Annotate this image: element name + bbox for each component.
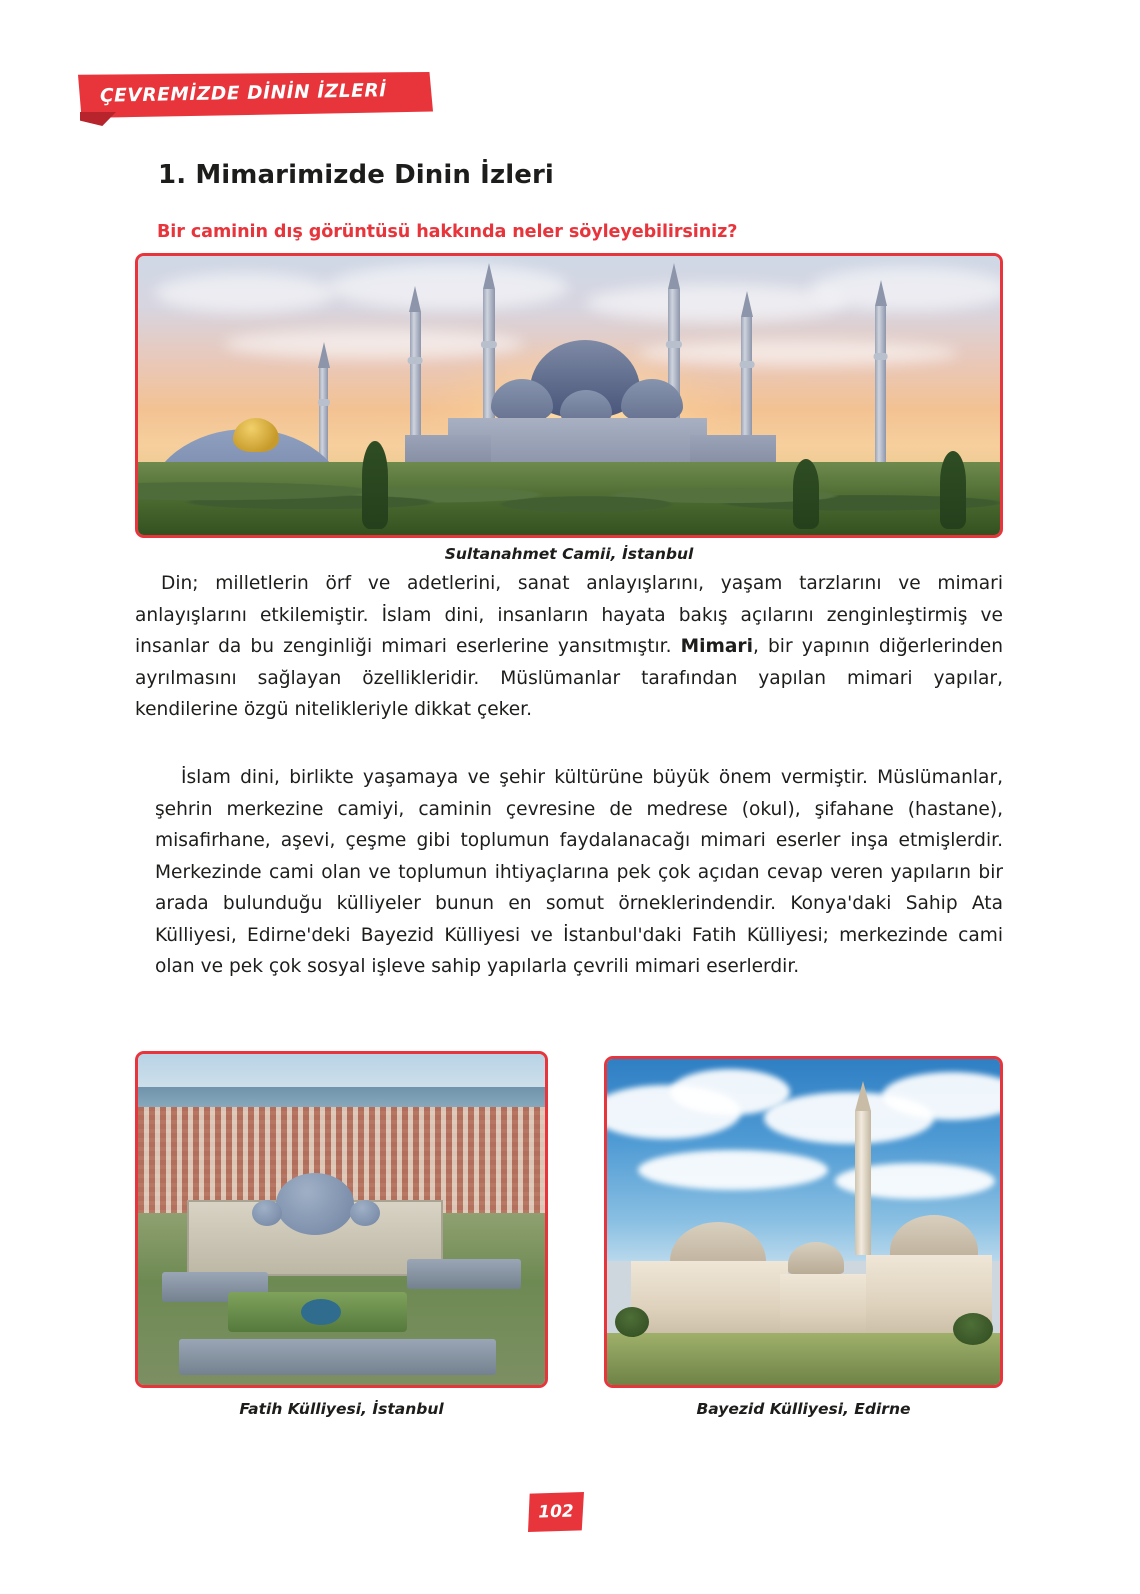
small-dome [350, 1200, 380, 1226]
cloud-shape [328, 264, 568, 310]
tree [615, 1307, 649, 1337]
courtyard-wall [780, 1274, 874, 1339]
paragraph-1-text-start: Din; milletlerin örf ve adetlerini, sanat anlayışlarını, yaşam tarzlarını ve mimari anlayışlarını etkilemiştir. İslam dini, insanların hayata bakış açılarını zenginleştirmiş ve insanlar da bu zenginliği mimari eserlerine yansıtmıştır. [135, 573, 1003, 657]
figure-frame [604, 1056, 1003, 1388]
gold-finial-dome [233, 418, 279, 452]
ribbon-tail [80, 112, 116, 126]
figure-frame [135, 1051, 548, 1388]
figure-caption-sultanahmet: Sultanahmet Camii, İstanbul [444, 545, 694, 563]
body-paragraph-1 [135, 568, 1003, 726]
cypress-tree [793, 459, 819, 529]
cypress-tree [362, 441, 388, 529]
mosque-body [631, 1261, 788, 1339]
figure-bayezid [604, 1056, 1003, 1388]
mosque-dome [276, 1173, 354, 1235]
page-number-badge [528, 1492, 584, 1532]
body-paragraph-2: İslam dini, birlikte yaşamaya ve şehir kültürüne büyük önem vermiştir. Müslümanlar, şehrin merkezine camiyi, caminin çevresine de medrese (okul), şifahane (hastane), misafirhane, aşevi, çeşme gibi toplumun faydalanacağı mimari eserler inşa etmişlerdir. Merkezinde cami olan ve toplumun ihtiyaçlarına pek çok açıdan cevap veren yapıların bir arada bulunduğu külliyeler bunun en somut örneklerindendir. Konya'daki Sahip Ata Külliyesi, Edirne'deki Bayezid Külliyesi ve İstanbul'daki Fatih Külliyesi; merkezinde cami olan ve pek çok sosyal işleve sahip yapılarla çevrili mimari eserlerdir. [155, 767, 1003, 977]
tree [953, 1313, 993, 1345]
cloud-shape [155, 273, 335, 313]
figure-sultanahmet [135, 253, 1003, 538]
question-prompt: Bir caminin dış görüntüsü hakkında neler söyleyebilirsiniz? [157, 222, 738, 242]
cloud-shape [224, 329, 524, 359]
figure-fatih [135, 1051, 548, 1388]
keyword-mimari: Mimari [680, 636, 753, 657]
minaret [875, 306, 886, 473]
cloud-shape [810, 267, 1003, 311]
madrasa-roof [179, 1339, 496, 1375]
chapter-title: ÇEVREMİZDE DİNİN İZLERİ [99, 80, 387, 107]
figure-caption-bayezid: Bayezid Külliyesi, Edirne [696, 1400, 911, 1418]
madrasa-roof [407, 1259, 521, 1289]
chapter-ribbon [78, 72, 433, 118]
cypress-tree [940, 451, 966, 529]
page-number: 102 [537, 1501, 575, 1523]
ground-area [607, 1333, 1000, 1385]
cloud-shape [638, 340, 958, 366]
figure-caption-fatih: Fatih Külliyesi, İstanbul [239, 1400, 444, 1418]
small-dome [252, 1200, 282, 1226]
minaret [855, 1111, 871, 1254]
cloud-shape [586, 284, 846, 322]
page-title: 1. Mimarimizde Dinin İzleri [158, 160, 554, 190]
tree-line [138, 462, 1000, 535]
figure-frame [135, 253, 1003, 538]
paragraph-1-text-end: , bir yapının diğerlerinden ayrılmasını sağlayan özellikleridir. Müslümanlar tarafından yapılan mimari yapılar, kendilerine özgü nitelikleriyle dikkat çeker. [135, 636, 1003, 720]
